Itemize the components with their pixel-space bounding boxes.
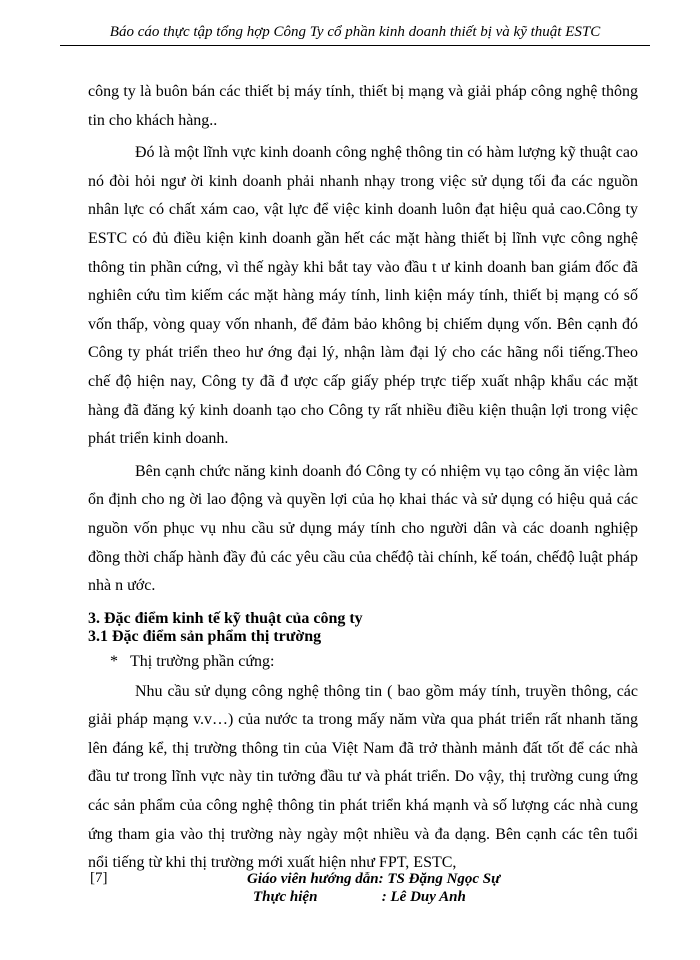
author-label: Thực hiện: [253, 889, 318, 905]
page-number: [7]: [90, 870, 108, 886]
bullet-item: [110, 650, 638, 674]
bullet-text: Thị trường phần cứng:: [130, 652, 275, 670]
document-body: [88, 78, 638, 878]
author-name: : Lê Duy Anh: [381, 889, 466, 905]
paragraph-continuation: công ty là buôn bán các thiết bị máy tính, thiết bị mạng và giải pháp công nghệ thông tin cho khách hàng..: [88, 83, 638, 129]
paragraph-market: Nhu cầu sử dụng công nghệ thông tin ( bao gồm máy tính, truyền thông, các giải pháp mạng v.v…) của nước ta trong mấy năm vừa qua phát triển rất nhanh tăng lên đáng kể, thị trường thông tin của Việt Nam đã trở thành mảnh đất tốt để các nhà đầu tư trong lĩnh vực này tin tưởng đầu tư và phát triển. Do vậy, thị trường cung ứng các sản phẩm của công nghệ thông tin phát triển khá mạnh và số lượng các nhà cung ứng tham gia vào thị trường này ngày một nhiều và đa dạng. Bên cạnh các tên tuổi nổi tiếng từ khi thị trường mới xuất hiện như FPT, ESTC,: [88, 682, 638, 872]
subsection-heading: 3.1 Đặc điểm sản phẩm thị trường: [88, 627, 322, 645]
paragraph-business-field: Đó là một lĩnh vực kinh doanh công nghệ thông tin có hàm lượng kỹ thuật cao nó đòi hỏi ngư ời kinh doanh phải nhanh nhạy trong việc sử dụng tối đa các nguồn nhân lực có chất xám cao, vật lực để việc kinh doanh luôn đạt hiệu quả cao.Công ty ESTC có đủ điều kiện kinh doanh gần hết các mặt hàng thiết bị lĩnh vực công nghệ thông tin phần cứng, vì thế ngày khi bắt tay vào đầu t ư kinh doanh ban giám đốc đã nghiên cứu tìm kiếm các mặt hàng máy tính, linh kiện máy tính, thiết bị mạng có số vốn thấp, vòng quay vốn nhanh, để đảm bảo không bị chiếm dụng vốn. Bên cạnh đó Công ty phát triển theo hư ớng đại lý, nhận làm đại lý cho các hãng nổi tiếng.Theo chế độ hiện nay, Công ty đã đ ược cấp giấy phép trực tiếp xuất nhập khẩu các mặt hàng đã đăng ký kinh doanh tạo cho Công ty rất nhiều điều kiện thuận lợi trong việc phát triển kinh doanh.: [88, 144, 638, 448]
advisor-name: TS Đặng Ngọc Sự: [387, 871, 501, 887]
author-row: [247, 888, 500, 906]
asterisk-bullet-icon: *: [110, 652, 118, 670]
paragraph-company-duties: Bên cạnh chức năng kinh doanh đó Công ty có nhiệm vụ tạo công ăn việc làm ổn định cho ng ời lao động và quyền lợi của họ khai thác và sử dụng có hiệu quả các nguồn vốn phục vụ nhu cầu sử dụng máy tính cho người dân và các doanh nghiệp đồng thời chấp hành đầy đủ các yêu cầu của chếđộ tài chính, kế toán, chếđộ luật pháp nhà n ước.: [88, 462, 638, 595]
advisor-row: [247, 870, 500, 888]
footer-credits: [247, 870, 500, 906]
section-heading: 3. Đặc điểm kinh tế kỹ thuật của công ty: [88, 609, 363, 627]
advisor-label: Giáo viên hướng dẫn:: [247, 871, 384, 887]
page-header: Báo cáo thực tập tổng hợp Công Ty cổ phần kinh doanh thiết bị và kỹ thuật ESTC: [60, 22, 650, 46]
page-footer: [90, 870, 650, 910]
